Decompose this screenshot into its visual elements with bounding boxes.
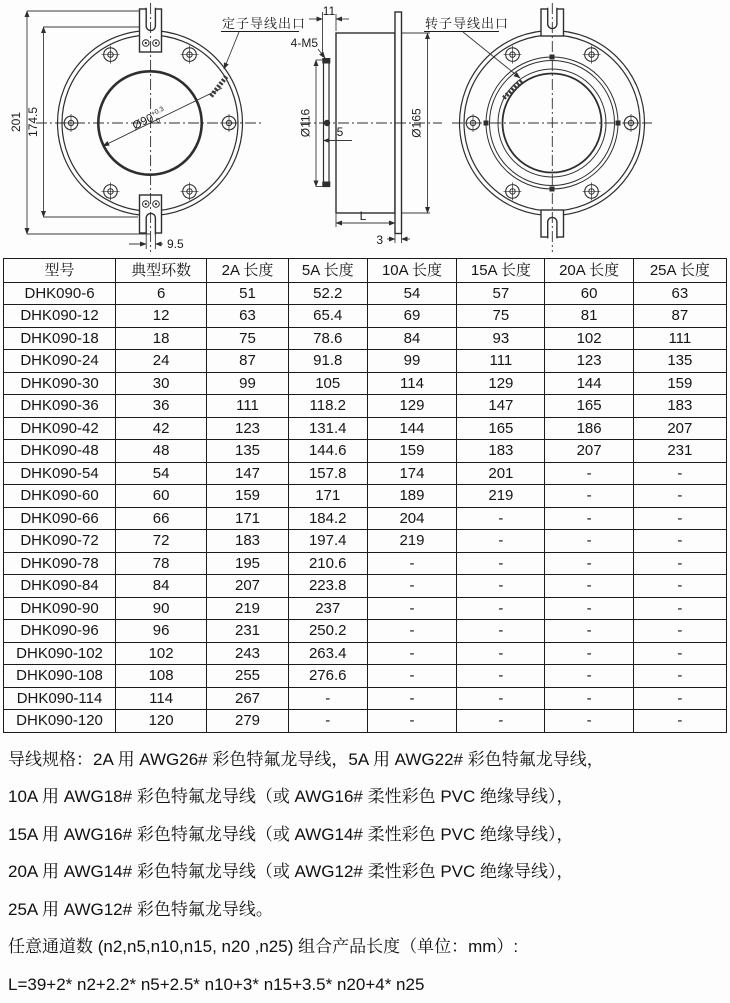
- note-line-5: 25A 用 AWG12# 彩色特氟龙导线。: [8, 891, 730, 929]
- table-cell: -: [457, 687, 545, 710]
- table-cell: -: [367, 552, 457, 575]
- dim-gap: 5: [337, 125, 344, 139]
- table-cell: DHK090-90: [4, 597, 116, 620]
- table-cell: 250.2: [288, 620, 367, 643]
- back-center-lines: [452, 3, 652, 252]
- table-cell: 135: [207, 440, 289, 463]
- table-cell: 183: [207, 530, 289, 553]
- table-row: [4, 530, 727, 553]
- table-cell: 52.2: [288, 282, 367, 305]
- table-cell: -: [633, 575, 726, 598]
- table-cell: DHK090-30: [4, 372, 116, 395]
- table-cell: 120: [116, 710, 207, 733]
- table-cell: 147: [457, 395, 545, 418]
- table-cell: 84: [367, 327, 457, 350]
- table-cell: 231: [207, 620, 289, 643]
- table-cell: 114: [116, 687, 207, 710]
- table-cell: 147: [207, 462, 289, 485]
- table-cell: DHK090-36: [4, 395, 116, 418]
- table-cell: 123: [545, 350, 633, 373]
- table-cell: 6: [116, 282, 207, 305]
- table-cell: 197.4: [288, 530, 367, 553]
- dim-body-diameter: Ø165: [410, 108, 424, 138]
- table-cell: DHK090-84: [4, 575, 116, 598]
- table-cell: DHK090-114: [4, 687, 116, 710]
- table-cell: -: [633, 642, 726, 665]
- table-cell: 63: [207, 305, 289, 328]
- table-cell: DHK090-120: [4, 710, 116, 733]
- table-cell: 129: [367, 395, 457, 418]
- table-cell: 91.8: [288, 350, 367, 373]
- table-cell: -: [367, 642, 457, 665]
- note-line-1: 导线规格：2A 用 AWG26# 彩色特氟龙导线，5A 用 AWG22# 彩色特氟龙导线，: [8, 741, 730, 779]
- table-cell: 111: [207, 395, 289, 418]
- table-cell: 93: [457, 327, 545, 350]
- table-cell: 90: [116, 597, 207, 620]
- table-cell: -: [545, 507, 633, 530]
- table-cell: 114: [367, 372, 457, 395]
- table-cell: DHK090-48: [4, 440, 116, 463]
- table-row: [4, 440, 727, 463]
- table-cell: -: [633, 462, 726, 485]
- table-cell: -: [545, 642, 633, 665]
- table-cell: -: [545, 687, 633, 710]
- table-cell: -: [367, 597, 457, 620]
- table-cell: -: [545, 552, 633, 575]
- note-line-7: L=39+2* n2+2.2* n5+2.5* n10+3* n15+3.5* n20+4* n25: [8, 966, 730, 1003]
- table-cell: -: [545, 665, 633, 688]
- table-row: [4, 327, 727, 350]
- table-cell: 210.6: [288, 552, 367, 575]
- table-cell: 108: [116, 665, 207, 688]
- note-line-6: 任意通道数 (n2,n5,n10,n15, n20 ,n25) 组合产品长度（单位：mm）:: [8, 928, 730, 966]
- table-cell: -: [545, 485, 633, 508]
- side-screw-top: [322, 58, 330, 64]
- column-header: 典型环数: [116, 259, 207, 283]
- table-cell: 78.6: [288, 327, 367, 350]
- table-row: [4, 282, 727, 305]
- table-cell: 135: [633, 350, 726, 373]
- table-cell: DHK090-24: [4, 350, 116, 373]
- table-cell: 63: [633, 282, 726, 305]
- table-cell: 118.2: [288, 395, 367, 418]
- table-cell: DHK090-78: [4, 552, 116, 575]
- column-header: 10A 长度: [367, 259, 457, 283]
- table-cell: 72: [116, 530, 207, 553]
- table-cell: 159: [367, 440, 457, 463]
- dim-overall-height: 201: [9, 112, 23, 132]
- table-cell: 51: [207, 282, 289, 305]
- table-cell: 186: [545, 417, 633, 440]
- table-cell: -: [545, 597, 633, 620]
- front-bore-dia-line: [103, 88, 222, 146]
- table-cell: 36: [116, 395, 207, 418]
- table-cell: 102: [545, 327, 633, 350]
- table-cell: 144.6: [288, 440, 367, 463]
- table-cell: 219: [207, 597, 289, 620]
- table-cell: -: [288, 687, 367, 710]
- table-row: [4, 507, 727, 530]
- dim-length: L: [360, 209, 367, 223]
- table-cell: 171: [288, 485, 367, 508]
- table-cell: 219: [367, 530, 457, 553]
- table-row: [4, 372, 727, 395]
- table-cell: -: [457, 575, 545, 598]
- table-cell: 207: [545, 440, 633, 463]
- table-cell: -: [457, 530, 545, 553]
- table-cell: -: [367, 575, 457, 598]
- spec-table-header-row: [4, 259, 727, 283]
- table-row: [4, 462, 727, 485]
- dim-flange-offset: 11: [323, 4, 336, 18]
- table-cell: 75: [457, 305, 545, 328]
- table-row: [4, 305, 727, 328]
- table-cell: 144: [367, 417, 457, 440]
- note-line-4: 20A 用 AWG14# 彩色特氟龙导线（或 AWG12# 柔性彩色 PVC 绝缘导线），: [8, 853, 730, 891]
- table-cell: 99: [367, 350, 457, 373]
- note-line-3: 15A 用 AWG16# 彩色特氟龙导线（或 AWG14# 柔性彩色 PVC 绝缘导线），: [8, 816, 730, 854]
- table-cell: 195: [207, 552, 289, 575]
- table-cell: -: [633, 507, 726, 530]
- table-cell: 263.4: [288, 642, 367, 665]
- table-cell: -: [633, 485, 726, 508]
- table-cell: 183: [633, 395, 726, 418]
- dim-inner-height: 174.5: [26, 107, 40, 137]
- table-cell: DHK090-42: [4, 417, 116, 440]
- table-cell: -: [457, 620, 545, 643]
- dim-stator-diameter: Ø116: [299, 108, 313, 137]
- table-cell: 69: [367, 305, 457, 328]
- table-cell: -: [633, 552, 726, 575]
- spec-table: [3, 258, 727, 733]
- table-row: [4, 597, 727, 620]
- table-cell: -: [545, 620, 633, 643]
- table-cell: -: [633, 687, 726, 710]
- side-screw-bottom: [322, 182, 330, 188]
- note-line-2: 10A 用 AWG18# 彩色特氟龙导线（或 AWG16# 柔性彩色 PVC 绝缘导线），: [8, 778, 730, 816]
- table-cell: 123: [207, 417, 289, 440]
- table-row: [4, 552, 727, 575]
- table-cell: 165: [457, 417, 545, 440]
- table-cell: -: [457, 665, 545, 688]
- table-cell: 223.8: [288, 575, 367, 598]
- technical-drawing: [0, 0, 730, 256]
- table-cell: 57: [457, 282, 545, 305]
- table-cell: -: [545, 530, 633, 553]
- table-cell: 184.2: [288, 507, 367, 530]
- table-cell: 129: [457, 372, 545, 395]
- back-view: [452, 3, 652, 252]
- back-marking-stamp: [504, 80, 523, 98]
- table-cell: -: [545, 710, 633, 733]
- table-cell: DHK090-54: [4, 462, 116, 485]
- table-cell: 81: [545, 305, 633, 328]
- table-cell: 144: [545, 372, 633, 395]
- front-marking-stamp: [211, 76, 227, 96]
- table-cell: 204: [367, 507, 457, 530]
- table-cell: 87: [207, 350, 289, 373]
- table-cell: -: [545, 575, 633, 598]
- column-header: 2A 长度: [207, 259, 289, 283]
- table-cell: 279: [207, 710, 289, 733]
- column-header: 20A 长度: [545, 259, 633, 283]
- table-row: [4, 575, 727, 598]
- table-cell: 207: [633, 417, 726, 440]
- table-cell: -: [367, 710, 457, 733]
- front-view: [36, 3, 264, 252]
- column-header: 25A 长度: [633, 259, 726, 283]
- table-cell: -: [457, 507, 545, 530]
- table-cell: 48: [116, 440, 207, 463]
- table-cell: 42: [116, 417, 207, 440]
- table-cell: 60: [545, 282, 633, 305]
- table-cell: DHK090-60: [4, 485, 116, 508]
- table-cell: 30: [116, 372, 207, 395]
- table-cell: 131.4: [288, 417, 367, 440]
- column-header: 型号: [4, 259, 116, 283]
- table-cell: 276.6: [288, 665, 367, 688]
- table-cell: 54: [367, 282, 457, 305]
- table-row: [4, 395, 727, 418]
- table-row: [4, 710, 727, 733]
- table-cell: DHK090-72: [4, 530, 116, 553]
- screw-spec-label: 4-M5: [291, 36, 319, 50]
- table-cell: -: [367, 687, 457, 710]
- table-cell: 111: [633, 327, 726, 350]
- table-cell: -: [457, 552, 545, 575]
- wire-spec-notes: [8, 741, 730, 1003]
- table-cell: 54: [116, 462, 207, 485]
- table-cell: 237: [288, 597, 367, 620]
- table-cell: 111: [457, 350, 545, 373]
- table-cell: -: [457, 642, 545, 665]
- table-cell: -: [457, 597, 545, 620]
- table-cell: 65.4: [288, 305, 367, 328]
- rotor-outlet-label: 转子导线出口: [425, 16, 509, 31]
- table-cell: 165: [545, 395, 633, 418]
- dim-flange-thickness: 3: [376, 233, 383, 247]
- table-cell: 159: [207, 485, 289, 508]
- table-cell: -: [633, 665, 726, 688]
- column-header: 5A 长度: [288, 259, 367, 283]
- table-cell: DHK090-66: [4, 507, 116, 530]
- table-cell: DHK090-108: [4, 665, 116, 688]
- table-cell: 255: [207, 665, 289, 688]
- table-cell: -: [457, 710, 545, 733]
- table-cell: 183: [457, 440, 545, 463]
- table-cell: 243: [207, 642, 289, 665]
- dim-bore-diameter: $Ø90^{+0.3}0$: [131, 106, 170, 135]
- table-cell: 159: [633, 372, 726, 395]
- table-cell: 201: [457, 462, 545, 485]
- table-cell: 99: [207, 372, 289, 395]
- table-cell: DHK090-102: [4, 642, 116, 665]
- table-cell: 102: [116, 642, 207, 665]
- table-cell: -: [367, 665, 457, 688]
- table-row: [4, 485, 727, 508]
- table-cell: 12: [116, 305, 207, 328]
- stator-outlet-leader: [224, 32, 239, 69]
- table-row: [4, 687, 727, 710]
- table-cell: -: [545, 462, 633, 485]
- table-cell: 24: [116, 350, 207, 373]
- table-cell: DHK090-12: [4, 305, 116, 328]
- table-cell: 84: [116, 575, 207, 598]
- table-cell: -: [633, 620, 726, 643]
- table-cell: 171: [207, 507, 289, 530]
- table-cell: DHK090-6: [4, 282, 116, 305]
- table-cell: -: [633, 710, 726, 733]
- table-cell: DHK090-18: [4, 327, 116, 350]
- table-row: [4, 665, 727, 688]
- table-cell: 96: [116, 620, 207, 643]
- table-cell: 87: [633, 305, 726, 328]
- table-cell: 267: [207, 687, 289, 710]
- table-cell: -: [367, 620, 457, 643]
- table-cell: -: [633, 597, 726, 620]
- column-header: 15A 长度: [457, 259, 545, 283]
- table-cell: 75: [207, 327, 289, 350]
- table-cell: 189: [367, 485, 457, 508]
- table-row: [4, 620, 727, 643]
- table-row: [4, 417, 727, 440]
- table-cell: 18: [116, 327, 207, 350]
- table-cell: 105: [288, 372, 367, 395]
- table-cell: -: [633, 530, 726, 553]
- table-cell: 219: [457, 485, 545, 508]
- dim-slot-width: 9.5: [167, 237, 184, 251]
- table-cell: 78: [116, 552, 207, 575]
- table-cell: DHK090-96: [4, 620, 116, 643]
- table-cell: 231: [633, 440, 726, 463]
- table-cell: 174: [367, 462, 457, 485]
- table-cell: 207: [207, 575, 289, 598]
- table-cell: -: [288, 710, 367, 733]
- table-row: [4, 642, 727, 665]
- table-row: [4, 350, 727, 373]
- table-cell: 157.8: [288, 462, 367, 485]
- table-cell: 60: [116, 485, 207, 508]
- stator-outlet-label: 定子导线出口: [222, 16, 306, 31]
- table-cell: 66: [116, 507, 207, 530]
